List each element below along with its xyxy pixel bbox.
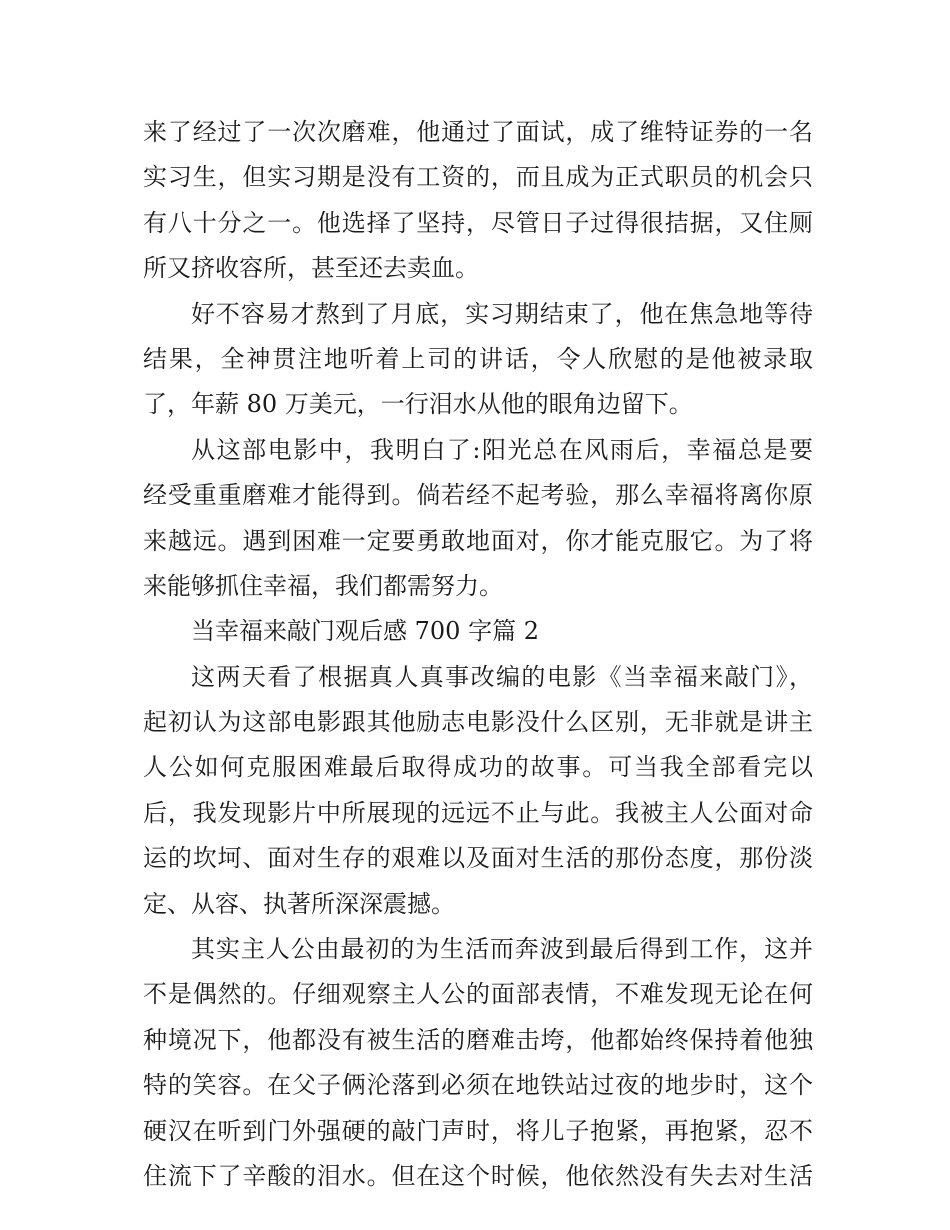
section-heading <box>143 609 813 654</box>
text-line: 了，年薪 80 万美元，一行泪水从他的眼角边留下。 <box>143 390 693 419</box>
section-title: 当幸福来敲门观后感 700 字篇 2 <box>191 617 539 646</box>
paragraph-2 <box>143 292 813 428</box>
text-line: 来能够抓住幸福，我们都需努力。 <box>143 571 503 600</box>
text-line: 住流下了辛酸的泪水。但在这个时候，他依然没有失去对生活 <box>143 1161 813 1190</box>
text-line: 硬汉在听到门外强硬的敲门声时，将儿子抱紧，再抱紧，忍不 <box>143 1116 813 1145</box>
document-body <box>143 110 813 1199</box>
paragraph-5 <box>143 927 813 1199</box>
paragraph-4 <box>143 655 813 927</box>
text-line: 从这部电影中，我明白了:阳光总在风雨后，幸福总是要 <box>191 435 813 464</box>
paragraph-1 <box>143 110 813 292</box>
text-line: 特的笑容。在父子俩沦落到必须在地铁站过夜的地步时，这个 <box>143 1071 813 1100</box>
text-line: 不是偶然的。仔细观察主人公的面部表情，不难发现无论在何 <box>143 980 813 1009</box>
text-line: 来了经过了一次次磨难，他通过了面试，成了维特证券的一名 <box>143 118 813 146</box>
text-line: 经受重重磨难才能得到。倘若经不起考验，那么幸福将离你原 <box>143 481 813 510</box>
text-line: 结果，全神贯注地听着上司的讲话，令人欣慰的是他被录取 <box>143 344 813 373</box>
paragraph-3 <box>143 428 813 610</box>
text-line: 运的坎坷、面对生存的艰难以及面对生活的那份态度，那份淡 <box>143 844 813 873</box>
text-line: 其实主人公由最初的为生活而奔波到最后得到工作，这并 <box>191 935 813 964</box>
text-line: 人公如何克服困难最后取得成功的故事。可当我全部看完以 <box>143 753 813 782</box>
text-line: 来越远。遇到困难一定要勇敢地面对，你才能克服它。为了将 <box>143 526 813 555</box>
text-line: 这两天看了根据真人真事改编的电影《当幸福来敲门》， <box>191 662 813 691</box>
text-line: 好不容易才熬到了月底，实习期结束了，他在焦急地等待 <box>191 299 813 328</box>
text-line: 起初认为这部电影跟其他励志电影没什么区别，无非就是讲主 <box>143 708 813 737</box>
text-line: 后，我发现影片中所展现的远远不止与此。我被主人公面对命 <box>143 798 813 827</box>
text-line: 定、从容、执著所深深震撼。 <box>143 889 455 918</box>
text-line: 种境况下，他都没有被生活的磨难击垮，他都始终保持着他独 <box>143 1025 813 1054</box>
text-line: 有八十分之一。他选择了坚持，尽管日子过得很拮据，又住厕 <box>143 208 813 237</box>
text-line: 实习生，但实习期是没有工资的，而且成为正式职员的机会只 <box>143 163 813 192</box>
text-line: 所又挤收容所，甚至还去卖血。 <box>143 254 479 283</box>
